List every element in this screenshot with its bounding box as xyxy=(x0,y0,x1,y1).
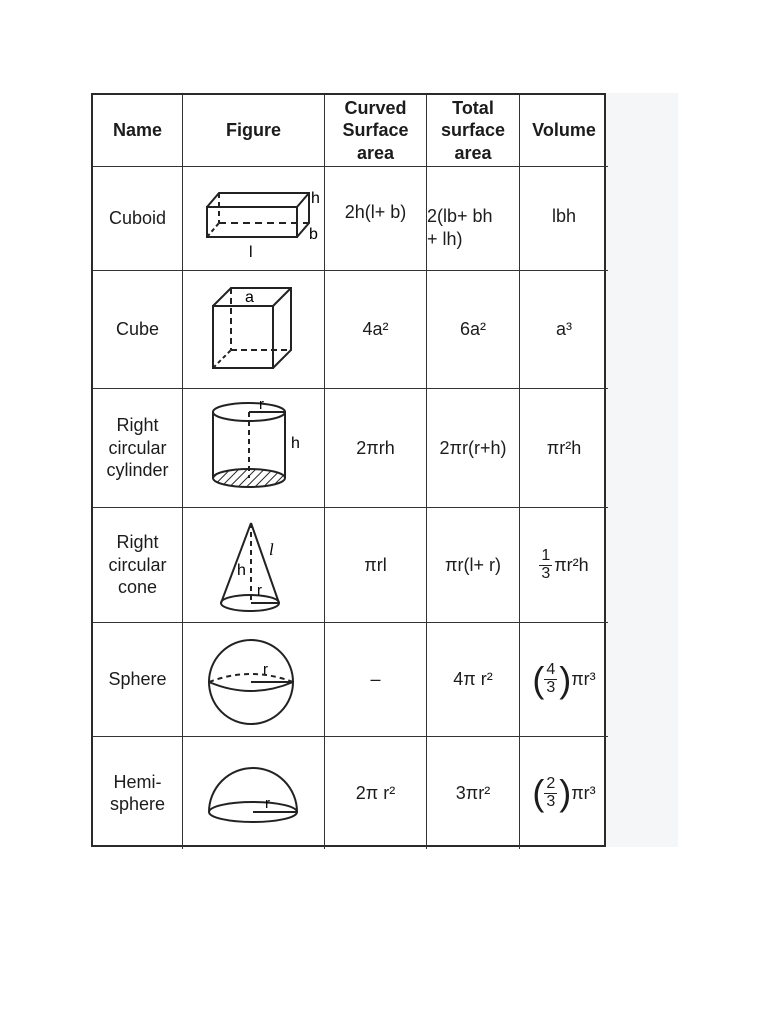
cone-total-area: πr(l+ r) xyxy=(427,508,520,623)
sphere-volume: ( $\frac{4}{3}$ ) πr³ xyxy=(520,623,608,737)
fraction: $\frac{1}{3}$ xyxy=(541,546,551,582)
svg-text:h: h xyxy=(236,562,246,579)
cuboid-figure-icon xyxy=(189,179,319,259)
cuboid-volume: lbh xyxy=(520,167,608,271)
figure-cube xyxy=(183,271,325,389)
row-name-cylinder: Right circular cylinder xyxy=(93,389,183,508)
hemisphere-figure-icon xyxy=(199,748,309,838)
header-total-surface-area: Total surface area xyxy=(427,95,520,167)
row-name-hemisphere: Hemi- sphere xyxy=(93,737,183,849)
cube-curved-area: 4a² xyxy=(325,271,427,389)
svg-text:l: l xyxy=(268,540,274,559)
cone-figure-icon xyxy=(199,515,309,615)
right-margin-strip xyxy=(606,93,678,847)
cylinder-total-area: 2πr(r+h) xyxy=(427,389,520,508)
sphere-curved-area: – xyxy=(325,623,427,737)
sphere-figure-icon xyxy=(199,630,309,730)
figure-sphere xyxy=(183,623,325,737)
row-name-cone: Right circular cone xyxy=(93,508,183,623)
header-curved-surface-area: Curved Surface area xyxy=(325,95,427,167)
figure-hemisphere xyxy=(183,737,325,849)
mensuration-formula-table xyxy=(91,93,606,847)
figure-cuboid xyxy=(183,167,325,271)
cuboid-total-area: 2(lb+ bh + lh) xyxy=(427,167,520,271)
cuboid-curved-area: 2h(l+ b) xyxy=(325,167,427,271)
svg-text:r: r xyxy=(264,795,270,812)
svg-text:a: a xyxy=(244,288,254,306)
svg-text:r: r xyxy=(262,660,268,678)
cone-volume: $\frac{1}{3}$ πr²h xyxy=(520,508,608,623)
cylinder-volume: πr²h xyxy=(520,389,608,508)
hemisphere-total-area: 3πr² xyxy=(427,737,520,849)
header-name: Name xyxy=(93,95,183,167)
fraction: $\frac{2}{3}$ xyxy=(546,774,556,810)
cube-volume: a³ xyxy=(520,271,608,389)
svg-text:h: h xyxy=(290,435,300,452)
svg-text:r: r xyxy=(256,582,262,599)
row-name-cube: Cube xyxy=(93,271,183,389)
figure-cone xyxy=(183,508,325,623)
svg-text:r: r xyxy=(258,396,264,413)
figure-cylinder xyxy=(183,389,325,508)
svg-text:l: l xyxy=(248,243,253,261)
svg-text:h: h xyxy=(310,189,320,207)
svg-text:b: b xyxy=(308,225,318,243)
cube-figure-icon xyxy=(199,280,309,380)
fraction: $\frac{4}{3}$ xyxy=(546,661,556,696)
row-name-sphere: Sphere xyxy=(93,623,183,737)
cylinder-curved-area: 2πrh xyxy=(325,389,427,508)
cube-total-area: 6a² xyxy=(427,271,520,389)
hemisphere-curved-area: 2π r² xyxy=(325,737,427,849)
header-volume: Volume xyxy=(520,95,608,167)
row-name-cuboid: Cuboid xyxy=(93,167,183,271)
cone-curved-area: πrl xyxy=(325,508,427,623)
sphere-total-area: 4π r² xyxy=(427,623,520,737)
header-figure: Figure xyxy=(183,95,325,167)
cylinder-figure-icon xyxy=(199,398,309,498)
hemisphere-volume: ( $\frac{2}{3}$ ) πr³ xyxy=(532,772,596,813)
